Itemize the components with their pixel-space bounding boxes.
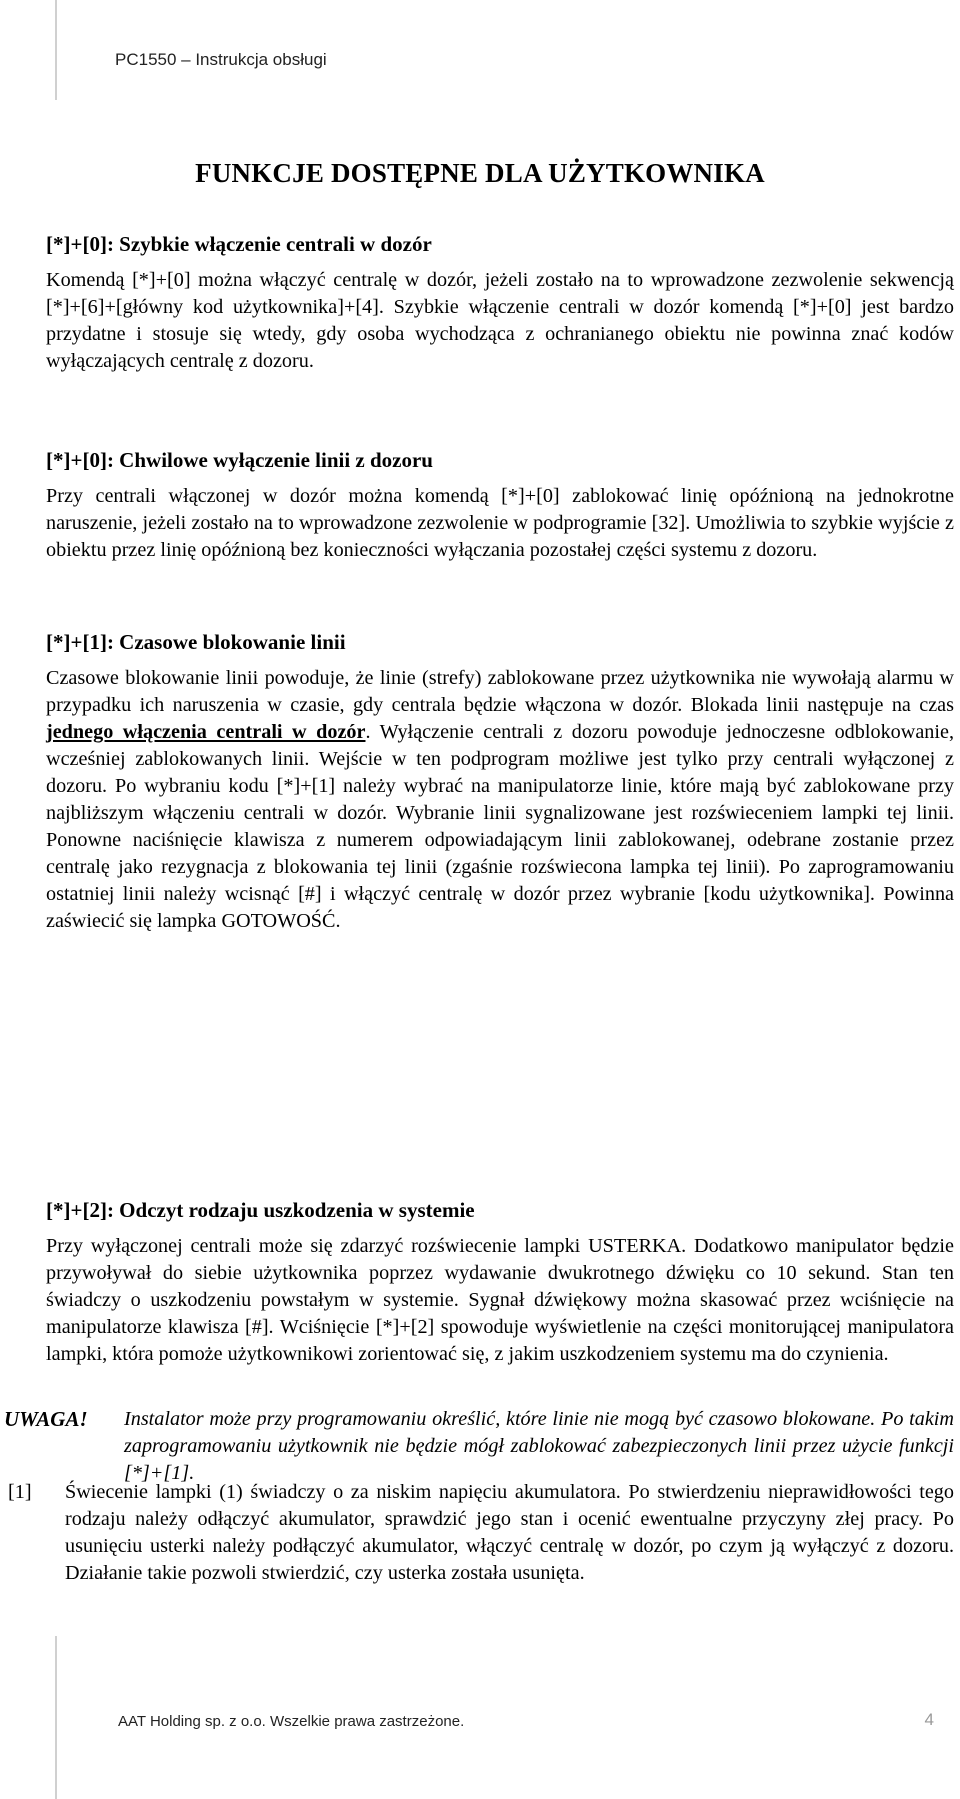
section-zone-bypass (46, 628, 954, 935)
item-text: Świecenie lampki (1) świadczy o za niskim napięciu akumulatora. Po stwierdzeniu nieprawidłowości tego rodzaju należy odłączyć akumulator, sprawdzić jego stan i ocenić ewentualne przyczyny złej pracy. Po usunięciu usterki należy podłączyć akumulator, włączyć centralę w dozór, po czym ją wyłączyć z dozoru. Działanie takie pozwoli stwierdzić, czy usterka została usunięta. (65, 1481, 954, 1584)
section-temporary-bypass (46, 446, 954, 564)
section-heading: [*]+[2]: Odczyt rodzaju uszkodzenia w systemie (46, 1198, 475, 1222)
section-heading: [*]+[0]: Szybkie włączenie centrali w dozór (46, 232, 432, 256)
section-quick-arm (46, 230, 954, 375)
section-text: Przy centrali włączonej w dozór można komendą [*]+[0] zablokować linię opóźnioną na jednokrotne naruszenie, jeżeli zostało na to wprowadzone zezwolenie w podprogramie [32]. Umożliwia to szybkie wyjście z obiektu przez linię opóźnioną bez konieczności wyłączania pozostałej części systemu z dozoru. (46, 485, 954, 561)
section-text (46, 665, 954, 935)
section-text: Komendą [*]+[0] można włączyć centralę w dozór, jeżeli zostało na to wprowadzone zezwolenie sekwencją [*]+[6]+[główny kod użytkownika]+[4]. Szybkie włączenie centrali w dozór komendą [*]+[0] jest bardzo przydatne i stosuje się wtedy, gdy osoba wychodząca z ochranianego obiektu nie powinna znać kodów wyłączających centralę z dozoru. (46, 269, 954, 372)
section-text: Przy wyłączonej centrali może się zdarzyć rozświecenie lampki USTERKA. Dodatkowo manipulator będzie przywoływał do siebie użytkownika poprzez wydawanie dwukrotnego dźwięku co 10 sekund. Stan ten świadczy o uszkodzeniu powstałym w systemie. Sygnał dźwiękowy można skasować przez wciśnięcie na manipulatorze klawisza [#]. Wciśnięcie [*]+[2] spowoduje wyświetlenie na części monitorującej manipulatora lampki, która pomoże użytkownikowi zorientować się, z jakim uszkodzeniem systemu ma do czynienia. (46, 1235, 954, 1365)
emphasized-text: jednego włączenia centrali w dozór (46, 721, 366, 743)
page-number: 4 (924, 1710, 934, 1729)
section-heading: [*]+[1]: Czasowe blokowanie linii (46, 630, 346, 654)
text-part: . Wyłączenie centrali z dozoru powoduje jednoczesne odblokowanie, wcześniej zablokowanych linii. Wejście w ten podprogram możliwe jest tylko przy centrali wyłączonej z dozoru. Po wybraniu kodu [*]+[1] należy wybrać na manipulatorze linie, które mają być zablokowane przy najbliższym włączeniu centrali w dozór. Wybranie linii sygnalizowane jest rozświeceniem lampki tej linii. Ponowne naciśnięcie klawisza z numerem odpowiadającym linii zablokowanej, odebrane zostanie przez centralę jako rezygnacja z blokowania tej linii (zgaśnie rozświecona lampka tej linii). Po zaprogramowaniu ostatniej linii należy wcisnąć [#] i włączyć centralę w dozór przez wybranie [kodu użytkownika]. Powinna zaświecić się lampka GOTOWOŚĆ. (46, 721, 955, 932)
warning-text: Instalator może przy programowaniu określić, które linie nie mogą być czasowo blokowane. Po takim zaprogramowaniu użytkownik nie będzie mógł zablokować zabezpieczonych linii przez użycie funkcji [*]+[1]. (124, 1408, 954, 1484)
page-footer: AAT Holding sp. z o.o. Wszelkie prawa zastrzeżone. (118, 1713, 465, 1730)
warning-label: UWAGA! (4, 1407, 88, 1431)
margin-line-top (55, 0, 57, 100)
section-trouble-display (46, 1196, 954, 1368)
page-title: FUNKCJE DOSTĘPNE DLA UŻYTKOWNIKA (195, 158, 765, 188)
section-heading: [*]+[0]: Chwilowe wyłączenie linii z dozoru (46, 448, 433, 472)
page-header: PC1550 – Instrukcja obsługi (115, 50, 327, 69)
text-part: Czasowe blokowanie linii powoduje, że linie (strefy) zablokowane przez użytkownika nie wywołają alarmu w przypadku ich naruszenia w czasie, gdy centrala będzie włączona w dozór. Blokada linii następuje na czas (46, 667, 954, 716)
item-number: [1] (8, 1481, 32, 1503)
margin-line-bottom (55, 1636, 57, 1799)
